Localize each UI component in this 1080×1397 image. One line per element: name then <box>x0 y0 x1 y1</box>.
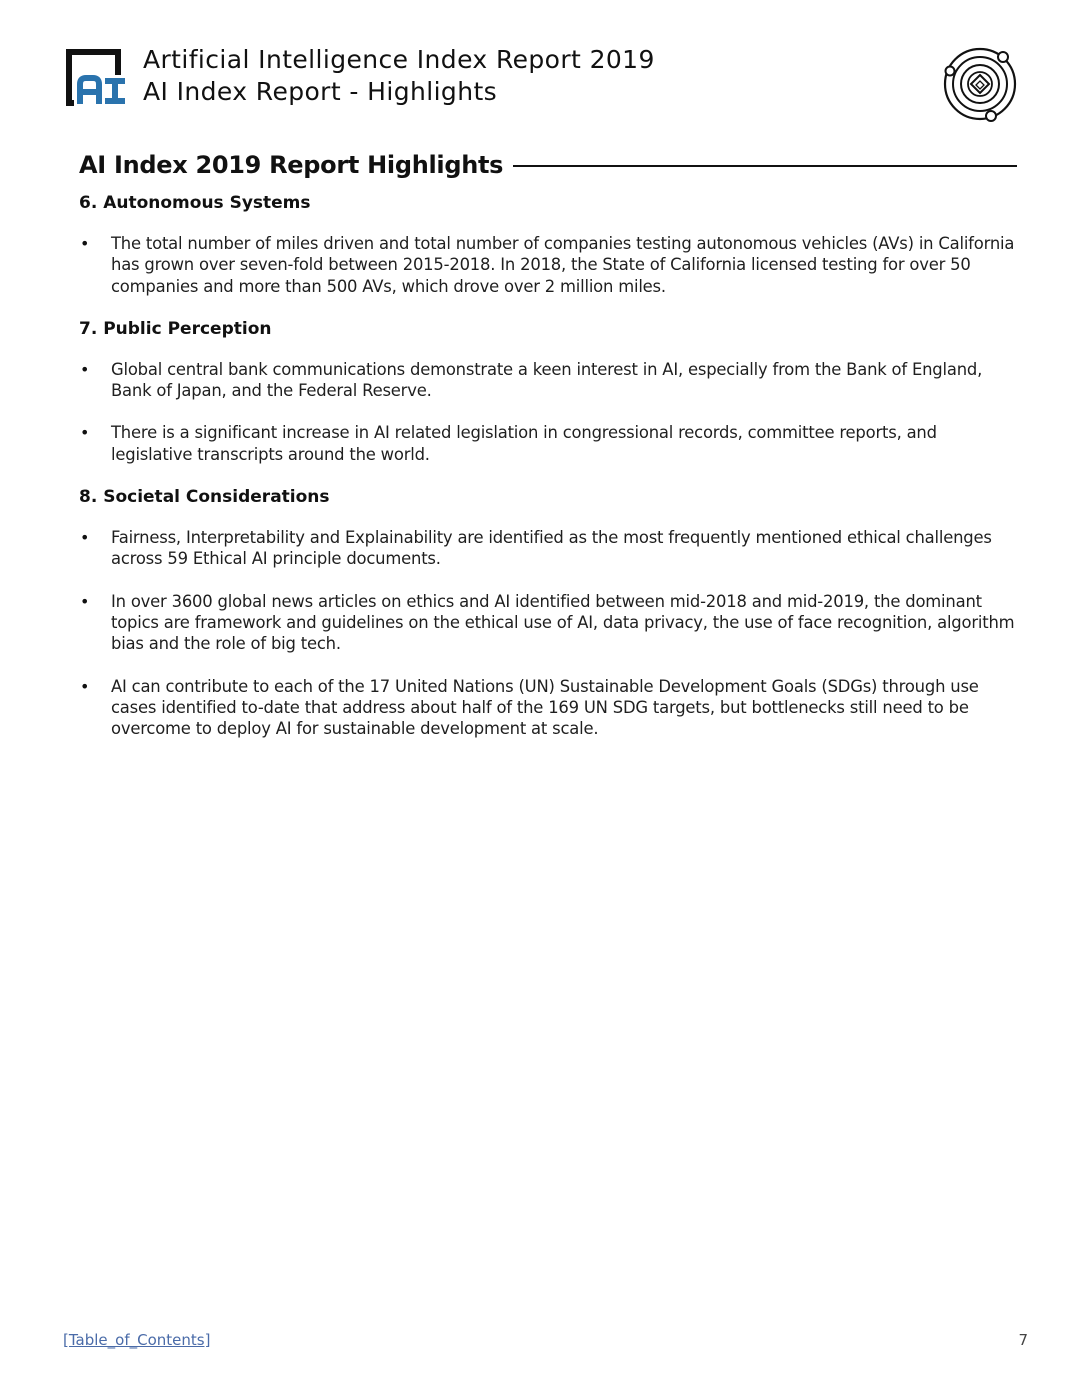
list-item <box>79 676 1019 740</box>
section-title-autonomous-systems: 6. Autonomous Systems <box>79 193 311 213</box>
list-item <box>79 359 1019 402</box>
bullet-text: AI can contribute to each of the 17 United Nations (UN) Sustainable Development Goals (SDGs) through use cases identified to-date that address about half of the 169 UN SDG targets, but bottlenecks still need to be overcome to deploy AI for sustainable development at scale. <box>111 676 979 739</box>
list-item <box>79 591 1019 655</box>
page-title: AI Index 2019 Report Highlights <box>79 151 504 179</box>
bullet-icon: • <box>80 591 90 611</box>
bullet-text: Fairness, Interpretability and Explainability are identified as the most frequently mentioned ethical challenges across 59 Ethical AI principle documents. <box>111 528 992 569</box>
list-item <box>79 527 1019 570</box>
page-heading-row <box>79 147 1017 183</box>
bullet-text: The total number of miles driven and total number of companies testing autonomous vehicles (AVs) in California has grown over seven-fold between 2015-2018. In 2018, the State of California licensed testing for over 50 companies and more than 500 AVs, which drove over 2 million miles. <box>111 234 1015 296</box>
bullet-icon: • <box>80 359 90 379</box>
report-title: Artificial Intelligence Index Report 2019 <box>143 45 655 74</box>
header-titles <box>143 44 655 108</box>
bullet-text: Global central bank communications demonstrate a keen interest in AI, especially from the Bank of England, Bank of Japan, and the Federal Reserve. <box>111 359 983 401</box>
bullet-text: There is a significant increase in AI related legislation in congressional records, committee reports, and legislative transcripts around the world. <box>111 423 937 464</box>
societal-considerations-list <box>79 527 1019 739</box>
bullet-icon: • <box>80 676 90 696</box>
bullet-icon: • <box>80 234 90 253</box>
bullet-icon: • <box>80 528 90 548</box>
orbit-emblem-icon <box>940 44 1020 124</box>
bullet-icon: • <box>80 423 90 443</box>
autonomous-systems-list <box>79 233 1019 297</box>
report-subtitle: AI Index Report - Highlights <box>143 77 498 106</box>
section-title-societal-considerations: 8. Societal Considerations <box>79 487 330 508</box>
ai-index-logo-svg <box>62 48 128 108</box>
table-of-contents-link[interactable]: [Table_of_Contents] <box>63 1331 211 1349</box>
heading-divider <box>513 165 1017 167</box>
public-perception-list <box>79 359 1019 465</box>
list-item <box>79 422 1019 465</box>
orbit-emblem-svg <box>940 44 1020 124</box>
section-title-public-perception: 7. Public Perception <box>79 318 272 339</box>
ai-index-logo-icon <box>62 48 128 108</box>
page-number: 7 <box>1018 1331 1028 1349</box>
highlights-content <box>79 191 1019 759</box>
bullet-text: In over 3600 global news articles on ethics and AI identified between mid-2018 and mid-2019, the dominant topics are framework and guidelines on the ethical use of AI, data privacy, the use of face recognition, algorithm bias and the role of big tech. <box>111 591 1015 654</box>
list-item <box>79 233 1019 297</box>
